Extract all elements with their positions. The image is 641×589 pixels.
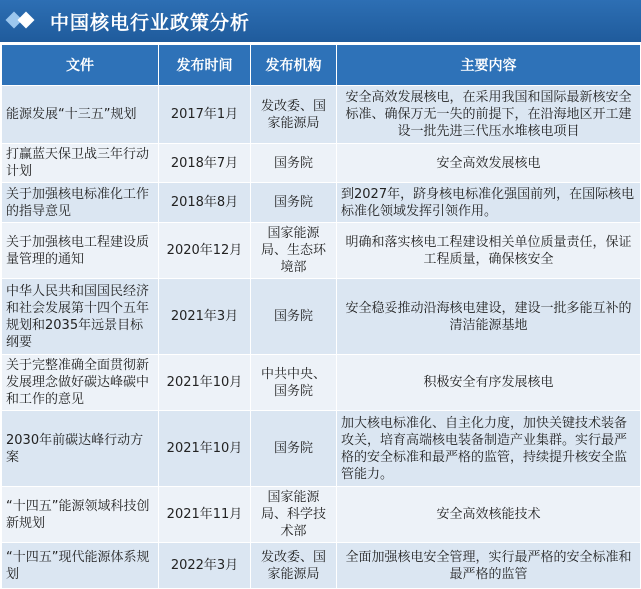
table-row (2, 279, 641, 355)
table-row (2, 183, 641, 223)
cell-content: 明确和落实核电工程建设相关单位质量责任，保证工程质量，确保核安全 (337, 223, 641, 279)
cell-file: “十四五”现代能源体系规划 (2, 543, 159, 589)
cell-content: 安全高效发展核电 (337, 144, 641, 183)
column-header-time: 发布时间 (159, 45, 251, 86)
table-row (2, 411, 641, 487)
page-title: 中国核电行业政策分析 (50, 11, 251, 34)
cell-content: 安全高效发展核电，在采用我国和国际最新核安全标准、确保万无一失的前提下，在沿海地区开工建设一批先进三代压水堆核电项目 (337, 86, 641, 144)
cell-org: 中共中央、国务院 (251, 355, 337, 411)
cell-content: 加大核电标准化、自主化力度，加快关键技术装备攻关，培育高端核电装备制造产业集群。实行最严格的安全标准和最严格的监管，持续提升核安全监管能力。 (337, 411, 641, 487)
cell-content: 全面加强核电安全管理，实行最严格的安全标准和最严格的监管 (337, 543, 641, 589)
cell-org: 国家能源局、生态环境部 (251, 223, 337, 279)
cell-file: 打赢蓝天保卫战三年行动计划 (2, 144, 159, 183)
cell-file: 中华人民共和国国民经济和社会发展第十四个五年规划和2035年远景目标纲要 (2, 279, 159, 355)
cell-org: 国务院 (251, 279, 337, 355)
cell-time: 2018年7月 (159, 144, 251, 183)
cell-file: 关于加强核电工程建设质量管理的通知 (2, 223, 159, 279)
table-row (2, 543, 641, 589)
policy-table (1, 44, 641, 589)
cell-content: 积极安全有序发展核电 (337, 355, 641, 411)
cell-content: 安全稳妥推动沿海核电建设，建设一批多能互补的清洁能源基地 (337, 279, 641, 355)
cell-time: 2022年3月 (159, 543, 251, 589)
cell-time: 2021年10月 (159, 411, 251, 487)
cell-file: 2030年前碳达峰行动方案 (2, 411, 159, 487)
cell-org: 国家能源局、科学技术部 (251, 487, 337, 543)
cell-time: 2018年8月 (159, 183, 251, 223)
table-row (2, 223, 641, 279)
column-header-file: 文件 (2, 45, 159, 86)
cell-file: 关于完整准确全面贯彻新发展理念做好碳达峰碳中和工作的意见 (2, 355, 159, 411)
cell-file: “十四五”能源领域科技创新规划 (2, 487, 159, 543)
cell-time: 2020年12月 (159, 223, 251, 279)
table-row (2, 487, 641, 543)
table-row (2, 86, 641, 144)
cell-time: 2021年10月 (159, 355, 251, 411)
cell-org: 国务院 (251, 411, 337, 487)
cell-file: 能源发展“十三五”规划 (2, 86, 159, 144)
cell-org: 国务院 (251, 144, 337, 183)
column-header-org: 发布机构 (251, 45, 337, 86)
cell-content: 到2027年，跻身核电标准化强国前列，在国际核电标准化领域发挥引领作用。 (337, 183, 641, 223)
table-row (2, 144, 641, 183)
column-header-content: 主要内容 (337, 45, 641, 86)
cell-org: 发改委、国家能源局 (251, 543, 337, 589)
cell-file: 关于加强核电标准化工作的指导意见 (2, 183, 159, 223)
cell-time: 2021年3月 (159, 279, 251, 355)
cell-org: 国务院 (251, 183, 337, 223)
table-row (2, 355, 641, 411)
cell-org: 发改委、国家能源局 (251, 86, 337, 144)
cell-time: 2017年1月 (159, 86, 251, 144)
table-header-row (2, 45, 641, 86)
diamond-icon (8, 11, 38, 31)
cell-content: 安全高效核能技术 (337, 487, 641, 543)
page-header (0, 0, 641, 42)
cell-time: 2021年11月 (159, 487, 251, 543)
